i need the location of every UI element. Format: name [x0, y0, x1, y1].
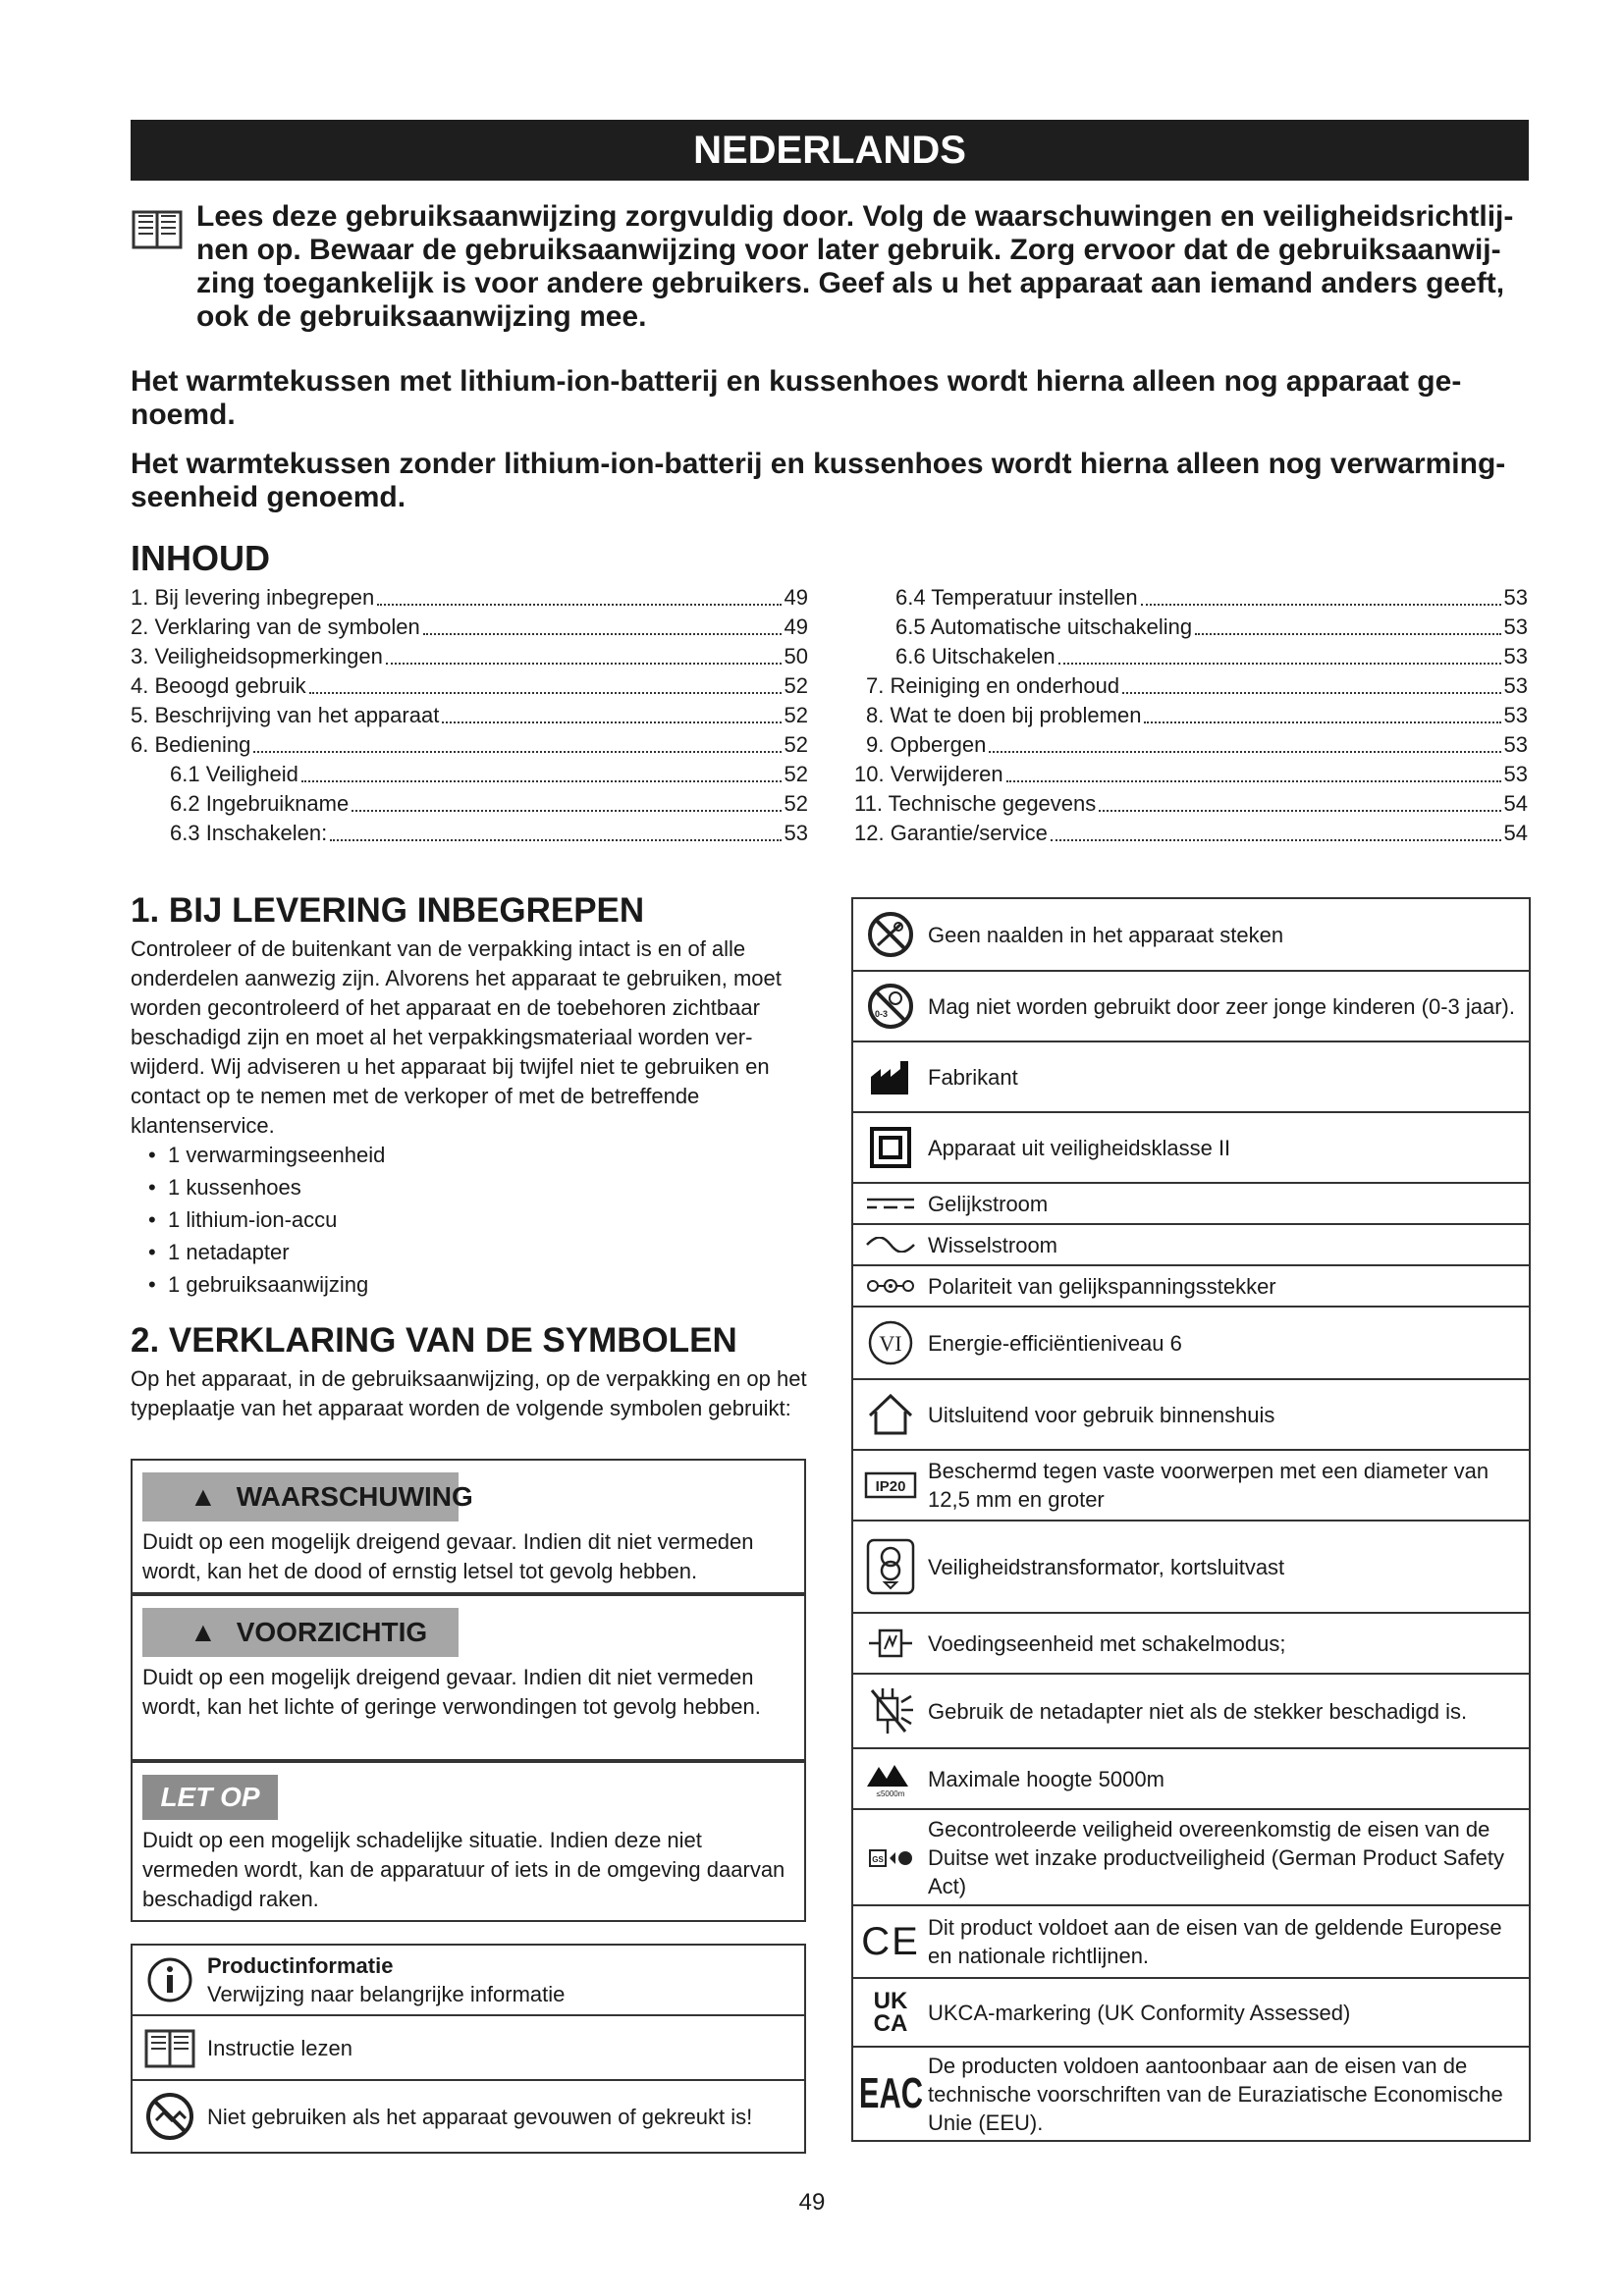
no-folding-icon	[133, 2091, 207, 2142]
caution-text: Duidt op een mogelijk dreigend gevaar. Indien dit niet vermeden wordt, kan het lichte of geringe verwondingen tot gevolg hebben.	[142, 1665, 761, 1719]
ce-mark: CE	[861, 1919, 920, 1963]
ip20-icon	[853, 1471, 928, 1499]
warning-text: Duidt op een mogelijk dreigend gevaar. Indien dit niet vermeden wordt, kan het de dood of ernstig letsel tot gevolg hebben.	[142, 1529, 754, 1583]
info-title: Productinformatie	[207, 1953, 394, 1978]
ukca-text: UKCA-markering (UK Conformity Assessed)	[928, 2000, 1351, 2025]
caution-box	[131, 1594, 806, 1761]
ce-mark-icon	[853, 1920, 928, 1964]
eac-mark-icon	[853, 2069, 928, 2118]
toc-right-column	[854, 583, 1528, 848]
list-item: • 1 netadapter	[131, 1236, 818, 1268]
ukca-mark-top: UK	[873, 1988, 908, 2014]
table-row	[853, 1266, 1529, 1308]
ce-text: Dit product voldoet aan de eisen van de geldende Europese en nationale richtlijnen.	[928, 1915, 1502, 1968]
needles-text: Geen naalden in het apparaat steken	[928, 922, 1284, 947]
info-text: Verwijzing naar belangrijke informatie	[207, 1982, 566, 2006]
toc-entry: 6. Bediening 52	[131, 732, 808, 757]
toc-entry: 3. Veiligheidsopmerkingen 50	[131, 644, 808, 668]
gs-text: Gecontroleerde veiligheid overeenkomstig de eisen van de Duitse wet inzake productveiligheid (German Product Safety Act)	[928, 1816, 1504, 1898]
verwarmingseenheid-definition: Het warmtekussen zonder lithium-ion-batterij en kussenhoes wordt hierna alleen nog verwarmingseenheid genoemd.	[131, 448, 1506, 513]
damaged-adapter-text: Gebruik de netadapter niet als de stekker beschadigd is.	[928, 1698, 1468, 1724]
gs-mark: GS	[872, 1855, 884, 1864]
table-row	[853, 1675, 1529, 1749]
ukca-mark-icon	[853, 1990, 928, 2035]
class-2-icon	[853, 1126, 928, 1169]
apparaat-definition: Het warmtekussen met lithium-ion-batterij en kussenhoes wordt hierna alleen nog apparaat genoemd.	[131, 365, 1462, 431]
toc-left-column	[131, 583, 808, 848]
max-altitude-icon	[853, 1759, 928, 1798]
toc-entry: 5. Beschrijving van het apparaat 52	[131, 703, 808, 727]
note-label-bar	[142, 1775, 278, 1820]
toc-entry: 8. Wat te doen bij problemen 53	[866, 703, 1528, 727]
alternating-current-icon	[853, 1237, 928, 1253]
table-row	[853, 972, 1529, 1042]
section-2-title: 2. VERKLARING VAN DE SYMBOLEN	[131, 1321, 737, 1360]
toc-entry: 7. Reiniging en onderhoud 53	[866, 673, 1528, 698]
ac-text: Wisselstroom	[928, 1232, 1058, 1257]
indoor-text: Uitsluitend voor gebruik binnenshuis	[928, 1402, 1275, 1427]
toc-entry: 10. Verwijderen 53	[854, 762, 1528, 786]
page-number: 49	[798, 2189, 826, 2216]
table-row	[853, 1749, 1529, 1810]
table-row	[853, 1522, 1529, 1614]
section-1-title: 1. BIJ LEVERING INBEGREPEN	[131, 891, 645, 930]
delivery-list	[131, 1139, 818, 1301]
section-2-text: Op het apparaat, in de gebruiksaanwijzing, op de verpakking en op het typeplaatje van het apparaat worden de volgende symbolen gebruikt:	[131, 1366, 807, 1420]
warning-box	[131, 1459, 806, 1594]
indoor-use-icon	[853, 1392, 928, 1437]
toc-entry: 6.3 Inschakelen: 53	[170, 821, 808, 845]
polarity-icon	[853, 1278, 928, 1294]
toc-entry: 6.5 Automatische uitschakeling 53	[895, 614, 1528, 639]
table-row	[853, 1225, 1529, 1266]
ip-text: Beschermd tegen vaste voorwerpen met een diameter van 12,5 mm en groter	[928, 1459, 1489, 1512]
table-row	[853, 2048, 1529, 2140]
safety-transformer-icon	[853, 1537, 928, 1596]
toc-entry: 6.2 Ingebruikname 52	[170, 791, 808, 816]
toc-entry: 6.4 Temperatuur instellen 53	[895, 585, 1528, 610]
left-symbol-table	[131, 1944, 806, 2154]
warning-triangle-icon: ▲	[189, 1481, 217, 1512]
table-row	[853, 1042, 1529, 1113]
dc-text: Gelijkstroom	[928, 1191, 1049, 1216]
info-icon	[133, 1955, 207, 2004]
note-box	[131, 1761, 806, 1922]
efficiency-level-icon	[853, 1318, 928, 1367]
children-badge: 0-3	[875, 1009, 889, 1019]
section-1-text: Controleer of de buitenkant van de verpakking intact is en of alle onderdelen aanwezig zijn. Alvorens het apparaat te gebruiken, moet worden gecontroleerd of het apparaat en de toebehoren zichtbaar beschadigd zijn en moet al het verpakkingsmateriaal worden verwijderd. Wij adviseren u het apparaat bij twijfel niet te gebruiken en contact op te nemen met de verkoper of met de betreffende klantenservice.	[131, 936, 782, 1138]
list-item: • 1 lithium-ion-accu	[131, 1203, 818, 1236]
toc-entry: 11. Technische gegevens 54	[854, 791, 1528, 816]
children-text: Mag niet worden gebruikt door zeer jonge kinderen (0-3 jaar).	[928, 993, 1515, 1019]
table-row	[853, 1113, 1529, 1184]
no-young-children-icon	[853, 982, 928, 1031]
list-item: • 1 verwarmingseenheid	[131, 1139, 818, 1171]
direct-current-icon	[853, 1196, 928, 1211]
table-row	[853, 1906, 1529, 1979]
toc-title: INHOUD	[131, 538, 270, 578]
altitude-text: Maximale hoogte 5000m	[928, 1766, 1164, 1791]
efficiency-text: Energie-efficiëntieniveau 6	[928, 1330, 1182, 1356]
note-text: Duidt op een mogelijk schadelijke situatie. Indien deze niet vermeden wordt, kan de apparatuur of iets in de omgeving daarvan beschadigd raken.	[142, 1828, 785, 1911]
table-row	[853, 1308, 1529, 1380]
table-row	[853, 1184, 1529, 1225]
efficiency-mark: VI	[879, 1331, 902, 1356]
switch-mode-psu-icon	[853, 1624, 928, 1663]
toc-entry: 9. Opbergen 53	[866, 732, 1528, 757]
caution-label-bar	[142, 1608, 459, 1657]
table-row	[133, 2081, 804, 2152]
read-instructions-intro: Lees deze gebruiksaanwijzing zorgvuldig door. Volg de waarschuwingen en veiligheidsrichtlijnen op. Bewaar de gebruiksaanwijzing voor later gebruik. Zorg ervoor dat de gebruiksaanwijzing toegankelijk is voor andere gebruikers. Geef als u het apparaat aan iemand anders geeft, ook de gebruiksaanwijzing mee.	[196, 200, 1514, 333]
language-banner	[131, 120, 1529, 181]
toc-entry: 1. Bij levering inbegrepen 49	[131, 585, 808, 610]
book-icon	[131, 206, 184, 251]
warning-triangle-icon: ▲	[189, 1617, 217, 1647]
table-row	[133, 1946, 804, 2016]
ukca-mark-bottom: CA	[873, 2010, 908, 2037]
class-2-text: Apparaat uit veiligheidsklasse II	[928, 1135, 1231, 1160]
eac-text: De producten voldoen aantoonbaar aan de eisen van de technische voorschriften van de Euraziatische Economische Unie (EEU).	[928, 2053, 1503, 2135]
table-row	[853, 1979, 1529, 2048]
table-row	[853, 899, 1529, 972]
eac-mark: EAC	[858, 2069, 923, 2117]
altitude-mark: ≤5000m	[876, 1789, 905, 1798]
smps-text: Voedingseenheid met schakelmodus;	[928, 1630, 1286, 1656]
right-symbol-table	[851, 897, 1531, 2142]
ip-mark: IP20	[875, 1478, 906, 1495]
toc-entry: 12. Garantie/service 54	[854, 821, 1528, 845]
warning-label: WAARSCHUWING	[236, 1481, 473, 1512]
table-cell	[207, 1948, 570, 2012]
toc-entry: 6.6 Uitschakelen 53	[895, 644, 1528, 668]
toc-entry: 4. Beoogd gebruik 52	[131, 673, 808, 698]
table-row	[853, 1614, 1529, 1675]
language-title: NEDERLANDS	[693, 128, 966, 172]
gs-mark-icon	[853, 1841, 928, 1874]
table-row	[853, 1810, 1529, 1906]
no-folding-text: Niet gebruiken als het apparaat gevouwen of gekreukt is!	[207, 2104, 753, 2129]
table-row	[853, 1451, 1529, 1522]
toc-entry: 6.1 Veiligheid 52	[170, 762, 808, 786]
caution-label: VOORZICHTIG	[236, 1617, 428, 1647]
list-item: • 1 kussenhoes	[131, 1171, 818, 1203]
toc-entry: 2. Verklaring van de symbolen 49	[131, 614, 808, 639]
manufacturer-icon	[853, 1057, 928, 1096]
table-row	[853, 1380, 1529, 1451]
note-label: LET OP	[160, 1782, 260, 1812]
table-row	[133, 2016, 804, 2081]
manufacturer-text: Fabrikant	[928, 1064, 1018, 1090]
transformer-text: Veiligheidstransformator, kortsluitvast	[928, 1554, 1285, 1579]
read-instructions-text: Instructie lezen	[207, 2035, 352, 2060]
polarity-text: Polariteit van gelijkspanningsstekker	[928, 1273, 1276, 1299]
book-icon	[133, 2025, 207, 2070]
damaged-plug-icon	[853, 1684, 928, 1737]
list-item: • 1 gebruiksaanwijzing	[131, 1268, 818, 1301]
no-needles-icon	[853, 910, 928, 959]
warning-label-bar	[142, 1472, 473, 1522]
